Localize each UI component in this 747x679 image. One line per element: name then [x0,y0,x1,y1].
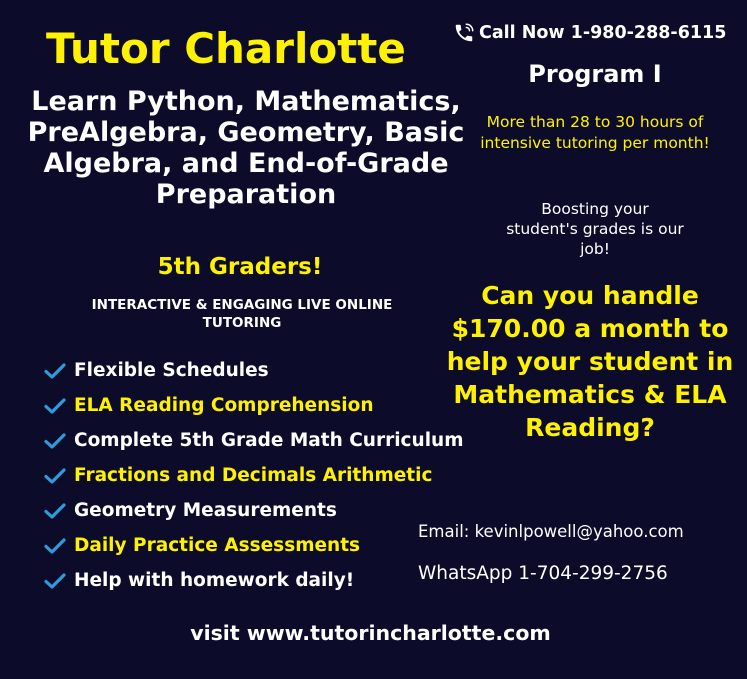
website-label[interactable]: visit www.tutorincharlotte.com [190,621,551,645]
feature-label: Fractions and Decimals Arithmetic [74,465,433,486]
feature-list [44,353,464,598]
feature-item [44,423,464,458]
check-icon [44,572,66,590]
feature-label: Geometry Measurements [74,500,337,521]
feature-item [44,528,464,563]
feature-label: Flexible Schedules [74,360,269,381]
phone-icon [453,21,475,45]
contact-email[interactable]: Email: kevinlpowell@yahoo.com [418,522,684,541]
call-now[interactable] [453,18,726,48]
feature-item [44,493,464,528]
feature-item [44,458,464,493]
website-link[interactable] [0,619,747,647]
offer-question: Can you handle $170.00 a month to help your student in Mathematics & ELA Reading? [446,281,734,442]
check-icon [44,362,66,380]
headline: Learn Python, Mathematics, PreAlgebra, Geometry, Basic Algebra, and End-of-Grade Preparation [27,86,465,210]
call-now-label[interactable]: Call Now 1-980-288-6115 [479,23,727,43]
program-title: Program I [528,60,662,88]
tutoring-format: INTERACTIVE & ENGAGING LIVE ONLINE TUTORING [91,297,393,331]
check-icon [44,502,66,520]
feature-label: Complete 5th Grade Math Curriculum [74,430,464,451]
feature-label: Help with homework daily! [74,570,355,591]
contact-whatsapp[interactable]: WhatsApp 1-704-299-2756 [418,563,668,584]
program-description: More than 28 to 30 hours of intensive tutoring per month! [480,113,710,152]
check-icon [44,537,66,555]
check-icon [44,467,66,485]
program-tagline: Boosting your student's grades is our job! [506,200,684,258]
feature-label: ELA Reading Comprehension [74,395,374,416]
check-icon [44,432,66,450]
brand-title: Tutor Charlotte [46,24,406,73]
feature-item [44,388,464,423]
grade-tag: 5th Graders! [157,254,323,280]
feature-item [44,353,464,388]
feature-label: Daily Practice Assessments [74,535,361,556]
feature-item [44,563,464,598]
check-icon [44,397,66,415]
